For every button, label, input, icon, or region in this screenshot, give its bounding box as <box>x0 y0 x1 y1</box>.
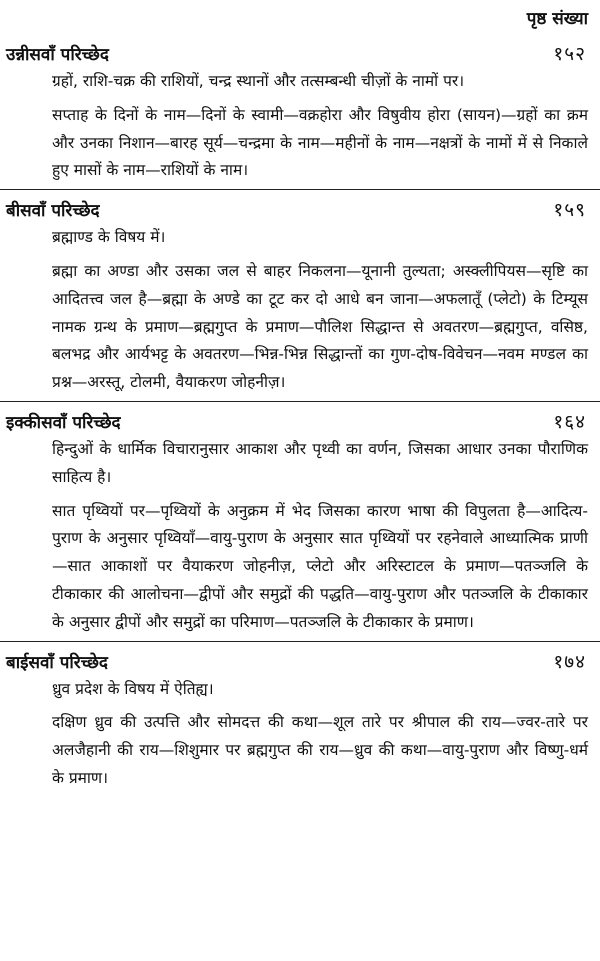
chapter-heading <box>0 648 600 676</box>
chapter-title: इक्कीसवाँ परिच्छेद <box>6 412 121 433</box>
chapter-page-number: १५२ <box>553 43 586 65</box>
chapter-page-number: १६४ <box>553 410 586 433</box>
chapter-19 <box>0 40 600 185</box>
chapter-title: उन्नीसवाँ परिच्छेद <box>6 45 109 65</box>
chapter-contents: सप्ताह के दिनों के नाम—दिनों के स्वामी—वक्रहोरा और विषुवीय होरा (सायन)—ग्रहों का क्रम और उनका निशान—बारह सूर्य—चन्द्रमा के नाम—महीनों के नाम—नक्षत्रों के नामों में से निकाले हुए मासों के नाम—राशियों के नाम। <box>52 105 588 180</box>
table-of-contents <box>0 40 600 793</box>
chapter-summary: ध्रुव प्रदेश के विषय में ऐतिह्य। <box>52 679 214 698</box>
section-divider <box>0 401 600 402</box>
chapter-contents: ब्रह्मा का अण्डा और उसका जल से बाहर निकलना—यूनानी तुल्यता; अस्क्लीपियस—सृष्टि का आदितत्त्व जल है—ब्रह्मा के अण्डे का टूट कर दो आधे बन जाना—अफलातूँ (प्लेटो) के टिम्यूस नामक ग्रन्थ के प्रमाण—ब्रह्मगुप्त के प्रमाण—पौलिश सिद्धान्त से अवतरण—ब्रह्मगुप्त, वसिष्ठ, बलभद्र और आर्यभट्ट के अवतरण—भिन्न-भिन्न सिद्धान्तों का गुण-दोष-विवेचन—नवम मण्डल का प्रश्न—अरस्तू, टोलमी, वैयाकरण जोहनीज़। <box>52 261 588 392</box>
chapter-summary: हिन्दुओं के धार्मिक विचारानुसार आकाश और पृथ्वी का वर्णन, जिसका आधार उनका पौराणिक साहित्य है। <box>52 439 588 486</box>
chapter-summary: ब्रह्माण्ड के विषय में। <box>52 228 166 247</box>
chapter-20 <box>0 196 600 397</box>
chapter-heading <box>0 40 600 68</box>
chapter-title: बीसवाँ परिच्छेद <box>6 201 100 222</box>
section-divider <box>0 641 600 642</box>
chapter-title: बाईसवाँ परिच्छेद <box>6 652 108 673</box>
section-divider <box>0 189 600 190</box>
page-number-column-header: पृष्ठ संख्या <box>526 9 588 29</box>
chapter-heading <box>0 408 600 436</box>
chapter-contents: दक्षिण ध्रुव की उत्पत्ति और सोमदत्त की कथा—शूल तारे पर श्रीपाल की राय—ज्वर-तारे पर अलजैहानी की राय—शिशुमार पर ब्रह्मगुप्त की राय—ध्रुव की कथा—वायु-पुराण और विष्णु-धर्म के प्रमाण। <box>52 713 588 787</box>
chapter-21 <box>0 408 600 637</box>
chapter-22 <box>0 648 600 793</box>
chapter-page-number: १५९ <box>553 199 586 222</box>
chapter-summary: ग्रहों, राशि-चक्र की राशियों, चन्द्र स्थानों और तत्सम्बन्धी चीज़ों के नामों पर। <box>52 72 465 90</box>
chapter-heading <box>0 196 600 224</box>
chapter-contents: सात पृथ्वियों पर—पृथ्वियों के अनुक्रम में भेद जिसका कारण भाषा की विपुलता है—आदित्य-पुराण के अनुसार पृथ्वियाँ—वायु-पुराण के अनुसार सात पृथ्वियों पर रहनेवाले आध्यात्मिक प्राणी—सात आकाशों पर वैयाकरण जोहनीज़, प्लेटो और अरिस्टाटल के प्रमाण—पतञ्जलि के टीकाकार की आलोचना—द्वीपों और समुद्रों की पद्धति—वायु-पुराण और पतञ्जलि के टीकाकार के अनुसार द्वीपों और समुद्रों का परिमाण—पतञ्जलि के टीकाकार के प्रमाण। <box>52 501 588 631</box>
chapter-page-number: १७४ <box>553 650 586 673</box>
